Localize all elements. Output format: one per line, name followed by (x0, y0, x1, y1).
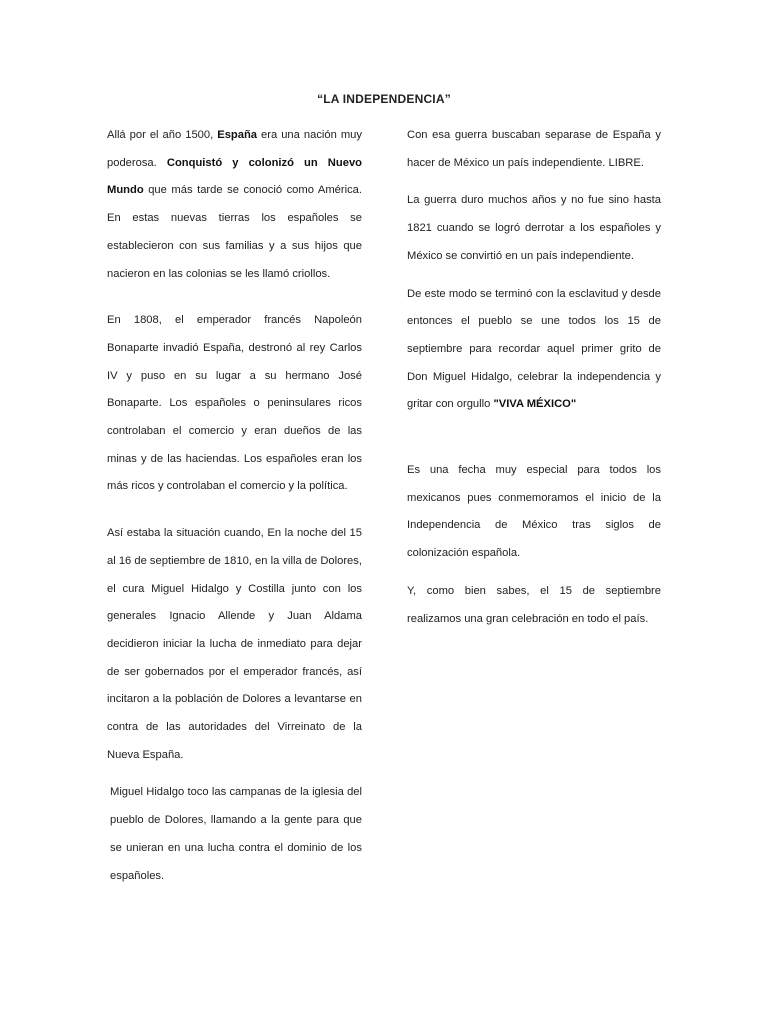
left-column (107, 122, 362, 890)
paragraph-spain-1500 (107, 122, 362, 288)
document-title: “LA INDEPENDENCIA” (317, 92, 451, 106)
paragraph-celebracion: Y, como bien sabes, el 15 de septiembre realizamos una gran celebración en todo el país. (407, 584, 661, 625)
paragraph-dolores-1810: Así estaba la situación cuando, En la noche del 15 al 16 de septiembre de 1810, en la villa de Dolores, el cura Miguel Hidalgo y Costilla junto con los generales Ignacio Allende y Juan Aldama decidieron iniciar la lucha de inmediato para dejar de ser gobernados por el emperador francés, así incitaron a la población de Dolores a levantarse en contra de las autoridades del Virreinato de la Nueva España. (107, 527, 362, 761)
bold-text-espana: España (217, 129, 258, 141)
paragraph-fecha-especial: Es una fecha muy especial para todos los mexicanos pues conmemoramos el inicio de la Independencia de México tras siglos de colonización española. (407, 464, 661, 560)
text-run: Allá por el año 1500, (107, 129, 218, 141)
text-run: De este modo se terminó con la esclavitud y desde entonces el pueblo se une todos los 15 de septiembre para recordar aquel primer grito de Don Miguel Hidalgo, celebrar la independencia y gritar con orgullo (407, 287, 661, 411)
text-run: que más tarde se conoció como América. En estas nuevas tierras los españoles se establecieron con sus familias y a sus hijos que nacieron en las colonias se les llamó criollos. (107, 184, 362, 280)
bold-text-viva-mexico: "VIVA MÉXICO" (493, 398, 577, 411)
bold-text-conquisto: Conquistó y colonizó un Nuevo Mundo (107, 156, 362, 197)
text-run: era una nación muy poderosa. (107, 129, 362, 169)
paragraph-viva-mexico (407, 281, 661, 420)
right-column (407, 122, 661, 633)
paragraph-guerra-libre: Con esa guerra buscaban separase de España y hacer de México un país independiente. LIBRE. (407, 129, 661, 169)
paragraph-campanas: Miguel Hidalgo toco las campanas de la iglesia del pueblo de Dolores, llamando a la gente para que se unieran en una lucha contra el dominio de los españoles. (110, 786, 362, 882)
paragraph-napoleon: En 1808, el emperador francés Napoleón Bonaparte invadió España, destronó al rey Carlos IV y puso en su lugar a su hermano José Bonaparte. Los españoles o peninsulares ricos controlaban el comercio y eran dueños de las minas y de las haciendas. Los españoles eran los más ricos y controlaban el comercio y la política. (107, 314, 362, 493)
paragraph-1821: La guerra duro muchos años y no fue sino hasta 1821 cuando se logró derrotar a los españoles y México se convirtió en un país independiente. (407, 194, 661, 262)
